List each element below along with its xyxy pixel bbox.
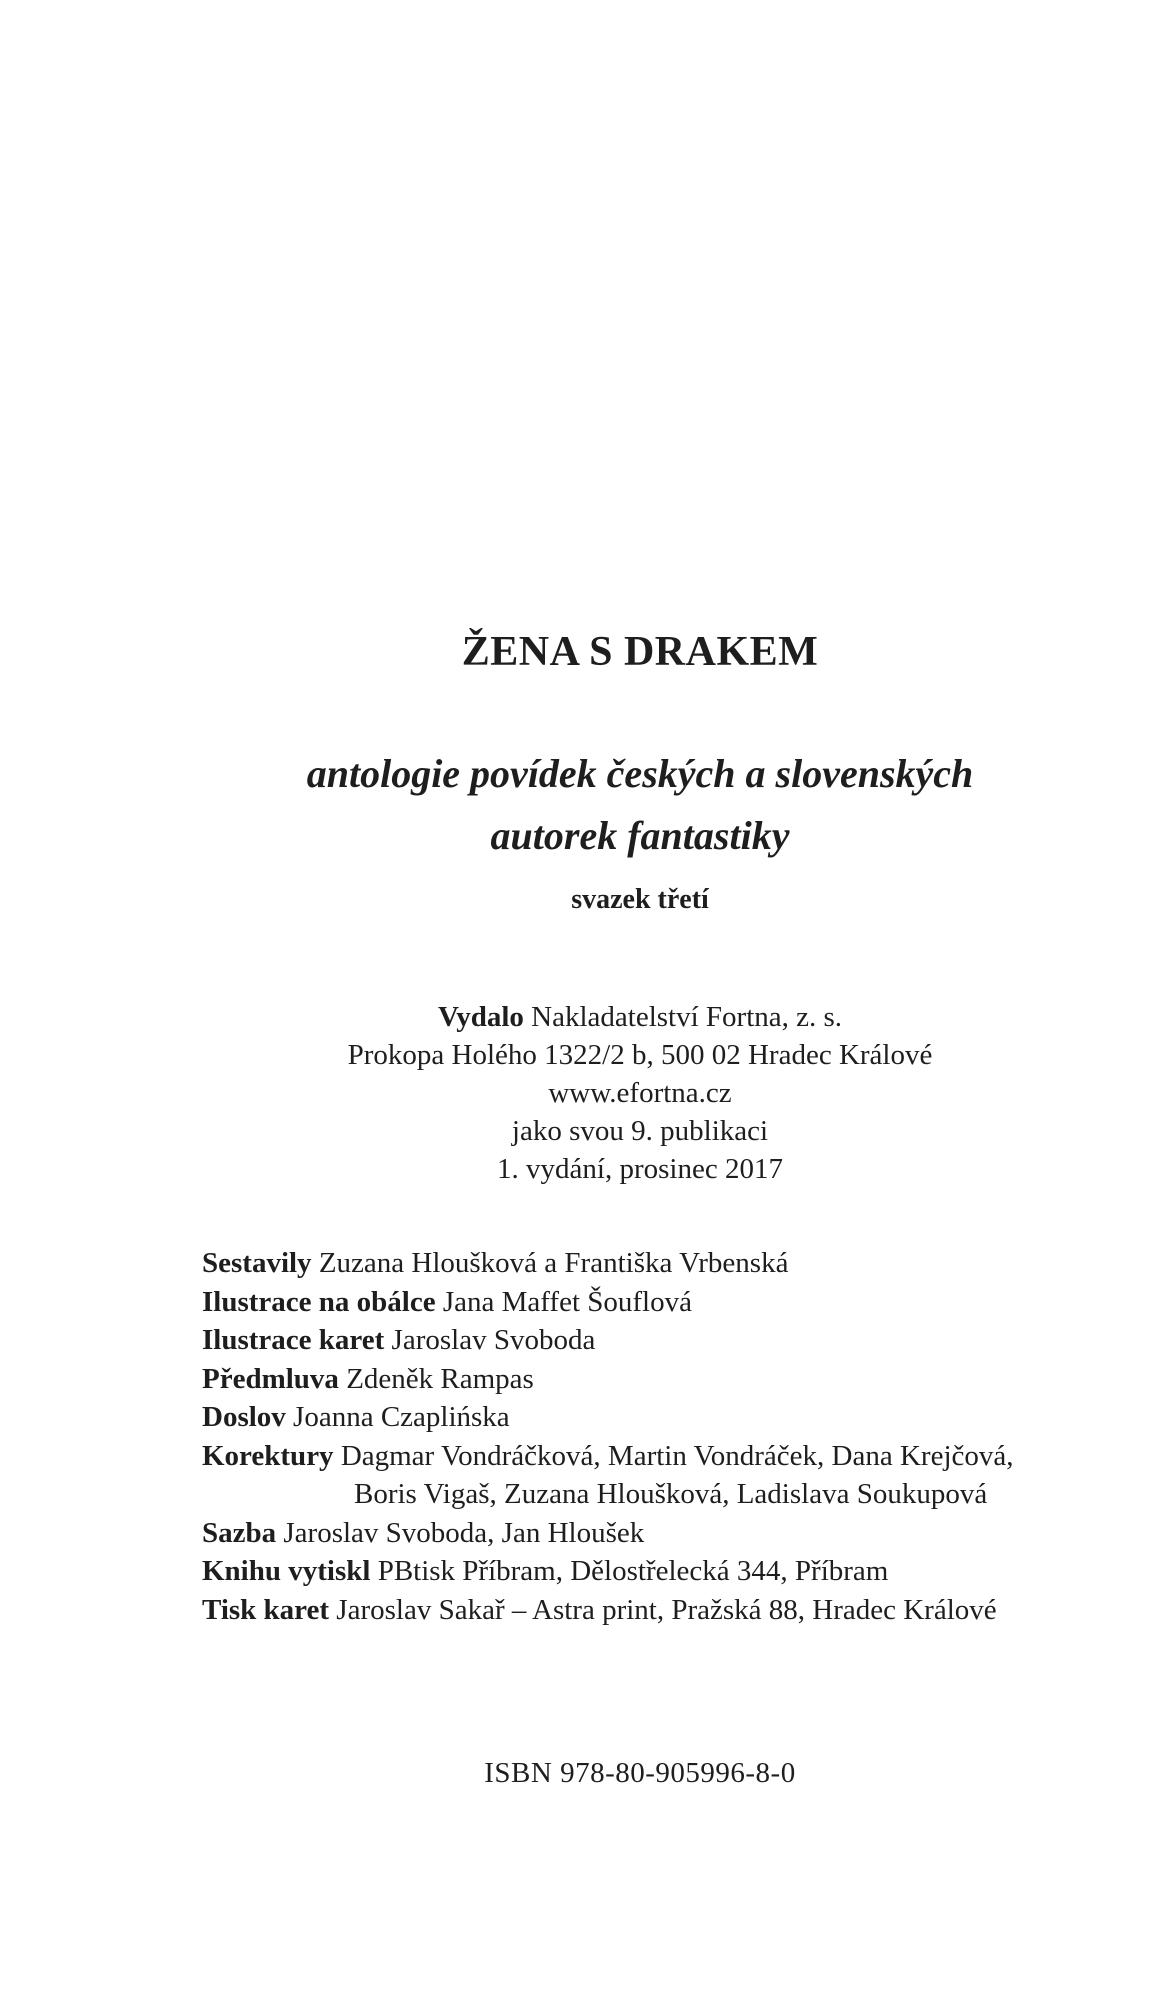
credit-label: Sestavily xyxy=(202,1247,312,1279)
credit-label: Ilustrace karet xyxy=(202,1324,385,1356)
subtitle-line-1: antologie povídek českých a slovenských xyxy=(306,751,974,796)
book-title: ŽENA S DRAKEM xyxy=(461,629,819,675)
credit-value: PBtisk Příbram, Dělostřelecká 344, Příbram xyxy=(377,1555,889,1587)
credits-list xyxy=(202,1244,1014,1629)
credit-value: Zuzana Hloušková a Františka Vrbenská xyxy=(318,1247,789,1279)
credit-card-illustration xyxy=(202,1321,1014,1360)
publication-note: jako svou 9. publikaci xyxy=(511,1115,769,1147)
subtitle-line-2: autorek fantastiky xyxy=(490,813,790,858)
isbn-number: ISBN 978-80-905996-8-0 xyxy=(484,1757,796,1789)
credit-value: Jaroslav Svoboda xyxy=(391,1324,596,1356)
edition-info: 1. vydání, prosinec 2017 xyxy=(497,1153,783,1185)
credit-label: Knihu vytiskl xyxy=(202,1555,371,1587)
publisher-label: Vydalo xyxy=(437,1001,524,1033)
volume-label: svazek třetí xyxy=(571,884,709,915)
credit-card-printing xyxy=(202,1591,1014,1630)
credit-printing xyxy=(202,1552,1014,1591)
credit-value: Jana Maffet Šouflová xyxy=(442,1285,692,1318)
publisher-block xyxy=(0,998,1170,1188)
publisher-line xyxy=(110,998,1170,1036)
credit-label: Sazba xyxy=(202,1516,277,1549)
credit-cover-illustration xyxy=(202,1283,1014,1322)
publisher-address: Prokopa Holého 1322/2 b, 500 02 Hradec Králové xyxy=(347,1039,933,1071)
credit-label: Ilustrace na obálce xyxy=(202,1285,436,1318)
credit-value: Zdeněk Rampas xyxy=(346,1362,534,1395)
credit-label: Předmluva xyxy=(202,1362,339,1395)
credit-label: Korektury xyxy=(202,1439,334,1472)
credit-foreword xyxy=(202,1360,1014,1399)
credit-typesetting xyxy=(202,1514,1014,1553)
credit-value: Joanna Czaplińska xyxy=(293,1401,510,1433)
credit-value: Jaroslav Svoboda, Jan Hloušek xyxy=(283,1516,645,1549)
publisher-web: www.efortna.cz xyxy=(548,1077,732,1109)
credit-afterword xyxy=(202,1398,1014,1437)
credit-value: Jaroslav Sakař – Astra print, Pražská 88, Hradec Králové xyxy=(336,1593,997,1626)
publisher-name: Nakladatelství Fortna, z. s. xyxy=(531,1001,843,1033)
credit-proofreading-continuation: Boris Vigaš, Zuzana Hloušková, Ladislava Soukupová xyxy=(354,1478,988,1510)
credit-proofreading xyxy=(202,1437,1014,1476)
credit-label: Doslov xyxy=(202,1401,286,1433)
credit-compiled-by xyxy=(202,1244,1014,1283)
credit-value: Dagmar Vondráčková, Martin Vondráček, Dana Krejčová, xyxy=(340,1439,1014,1472)
credit-label: Tisk karet xyxy=(202,1593,330,1626)
